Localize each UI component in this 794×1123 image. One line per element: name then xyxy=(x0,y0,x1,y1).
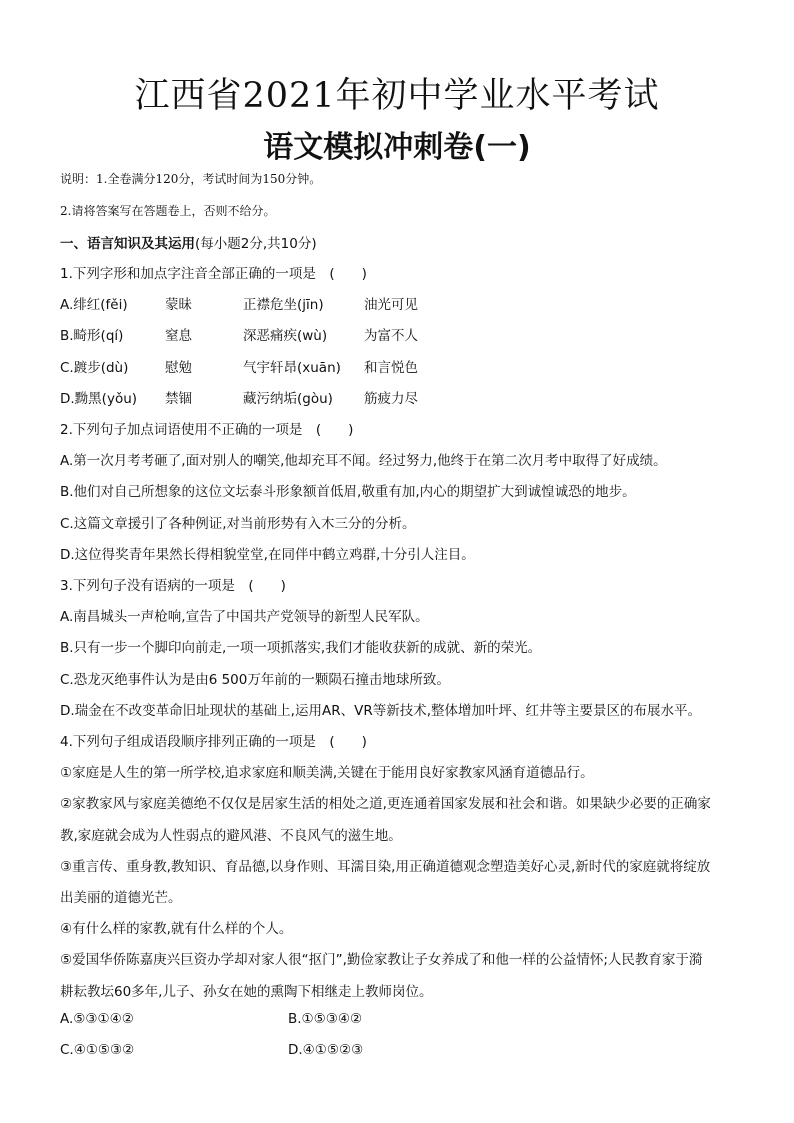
option-cell: 窒息 xyxy=(165,328,192,344)
option-cell: 和言悦色 xyxy=(364,360,418,376)
option-cell: 油光可见 xyxy=(364,297,418,313)
section-heading xyxy=(60,232,317,252)
sentence-line: 耕耘教坛60多年,儿子、孙女在她的熏陶下相继走上教师岗位。 xyxy=(60,984,433,1000)
answer-option: A.⑤③①④② xyxy=(60,1011,134,1027)
option-cell: A.绯红(fěi) xyxy=(60,297,128,313)
option-cell: 气宇轩昂(xuān) xyxy=(243,360,341,376)
sentence-line: ③重言传、重身教,教知识、育品德,以身作则、耳濡目染,用正确道德观念塑造美好心灵,新时代的家庭就将绽放 xyxy=(60,859,711,875)
option-text: A.南昌城头一声枪响,宣告了中国共产党领导的新型人民军队。 xyxy=(60,609,429,625)
option-text: B.只有一步一个脚印向前走,一项一项抓落实,我们才能收获新的成就、新的荣光。 xyxy=(60,640,542,656)
question-stem: 3.下列句子没有语病的一项是 ( ) xyxy=(60,578,286,594)
option-cell: 深恶痛疾(wù) xyxy=(243,328,328,344)
option-cell: 慰勉 xyxy=(165,360,192,376)
option-text: C.恐龙灭绝事件认为是由6 500万年前的一颗陨石撞击地球所致。 xyxy=(60,672,450,688)
question-stem: 2.下列句子加点词语使用不正确的一项是 ( ) xyxy=(60,422,354,438)
option-cell: 筋疲力尽 xyxy=(364,391,418,407)
option-text: B.他们对自己所想象的这位文坛泰斗形象额首低眉,敬重有加,内心的期望扩大到诚惶诚恐的地步。 xyxy=(60,484,636,500)
question-stem: 1.下列字形和加点字注音全部正确的一项是 ( ) xyxy=(60,266,367,282)
exam-note: 2.请将答案写在答题卷上，否则不给分。 xyxy=(60,204,276,218)
sentence-line: ②家教家风与家庭美德绝不仅仅是居家生活的相处之道,更连通着国家发展和社会和谐。如果缺少必要的正确家 xyxy=(60,796,711,812)
question-stem: 4.下列句子组成语段顺序排列正确的一项是 ( ) xyxy=(60,734,367,750)
option-cell: 蒙昧 xyxy=(165,297,192,313)
sentence-line: 出美丽的道德光芒。 xyxy=(60,890,182,906)
option-cell: 正襟危坐(jīn) xyxy=(243,297,324,313)
option-cell: 禁锢 xyxy=(165,391,192,407)
answer-option: D.④①⑤②③ xyxy=(288,1042,364,1058)
sentence-line: ④有什么样的家教,就有什么样的个人。 xyxy=(60,921,293,937)
sentence-line: ⑤爱国华侨陈嘉庚兴巨资办学却对家人很“抠门”,勤俭家教让子女养成了和他一样的公益情怀;人民教育家于漪 xyxy=(60,952,703,968)
option-cell: C.踱步(dù) xyxy=(60,360,129,376)
option-text: C.这篇文章援引了各种例证,对当前形势有入木三分的分析。 xyxy=(60,516,416,532)
option-cell: D.黝黑(yǒu) xyxy=(60,391,138,407)
sentence-line: 教,家庭就会成为人性弱点的避风港、不良风气的滋生地。 xyxy=(60,828,402,844)
exam-note: 说明：1.全卷满分120分，考试时间为150分钟。 xyxy=(60,172,322,186)
section-title: 一、语言知识及其运用 xyxy=(60,236,195,252)
section-score: (每小题2分,共10分) xyxy=(195,236,317,252)
page-subtitle: 语文模拟冲刺卷(一) xyxy=(263,130,531,165)
option-cell: 藏污纳垢(gòu) xyxy=(243,391,333,407)
option-cell: B.畸形(qí) xyxy=(60,328,124,344)
option-text: A.第一次月考考砸了,面对别人的嘲笑,他却充耳不闻。经过努力,他终于在第二次月考中取得了好成绩。 xyxy=(60,453,667,469)
page-title: 江西省2021年初中学业水平考试 xyxy=(134,76,660,116)
option-text: D.瑞金在不改变革命旧址现状的基础上,运用AR、VR等新技术,整体增加叶坪、红井等主要景区的布展水平。 xyxy=(60,703,701,719)
sentence-line: ①家庭是人生的第一所学校,追求家庭和顺美满,关键在于能用良好家教家风涵育道德品行。 xyxy=(60,765,594,781)
option-text: D.这位得奖青年果然长得相貌堂堂,在同伴中鹤立鸡群,十分引人注目。 xyxy=(60,547,475,563)
option-cell: 为富不人 xyxy=(364,328,418,344)
answer-option: C.④①⑤③② xyxy=(60,1042,135,1058)
answer-option: B.①⑤③④② xyxy=(288,1011,363,1027)
